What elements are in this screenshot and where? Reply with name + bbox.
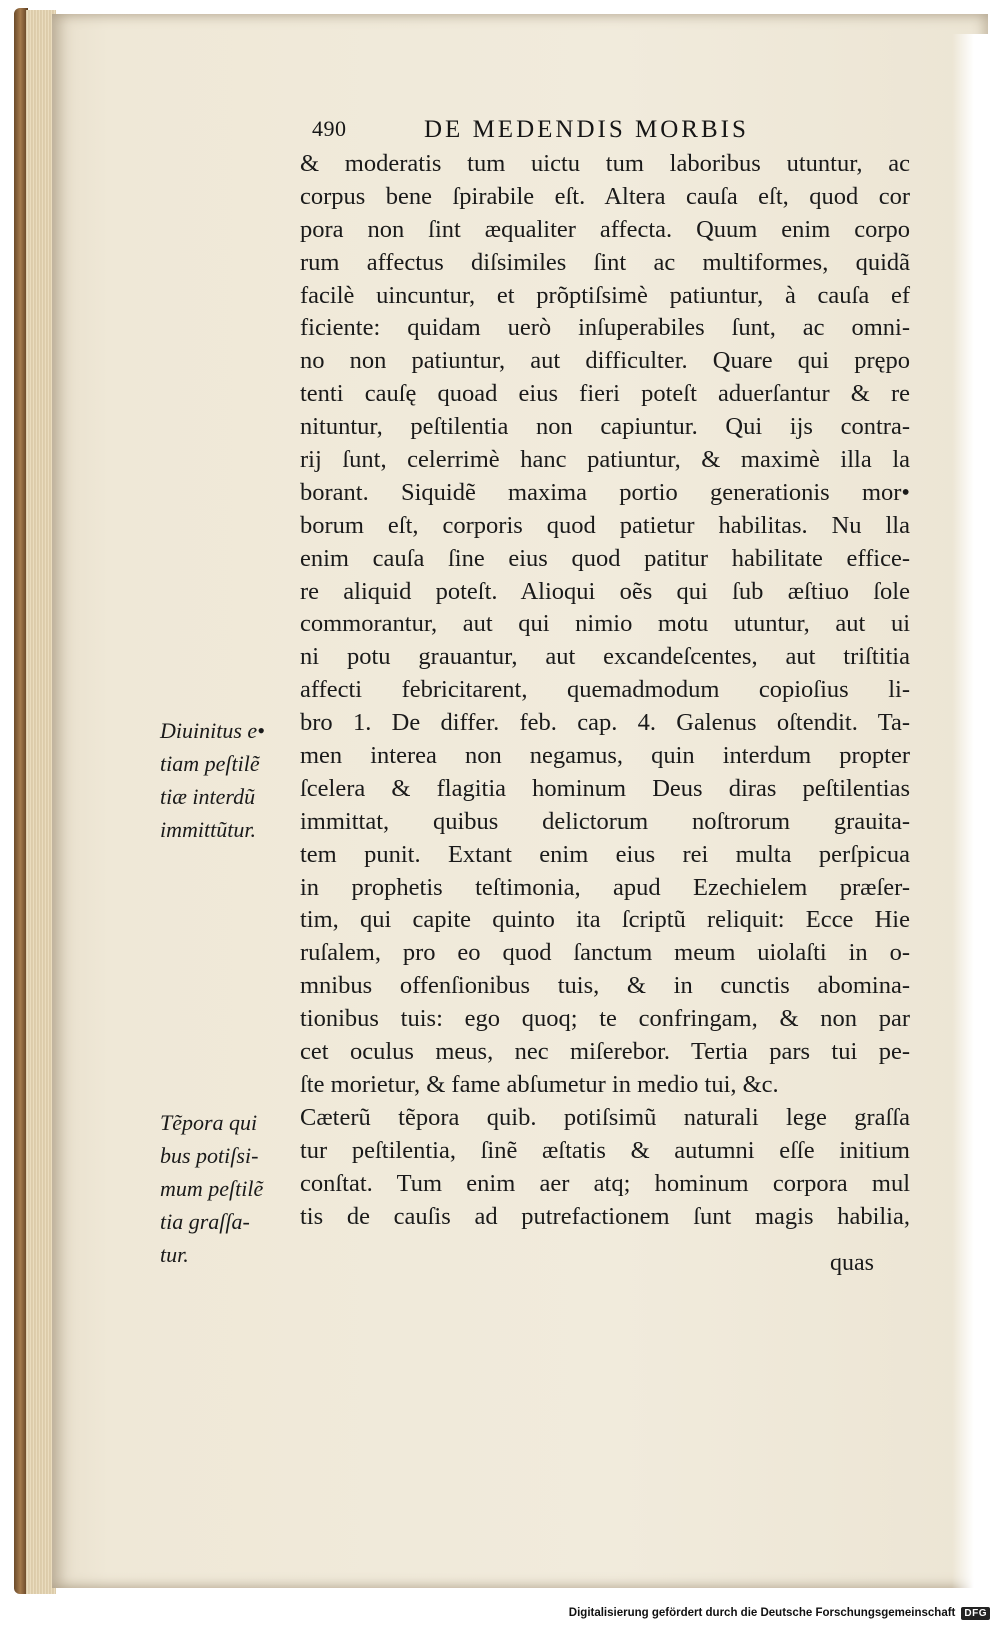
margin-note-line: tiæ interdũ xyxy=(160,783,256,809)
text-line: re aliquid poteſt. Alioqui oẽs qui ſub æſtiuo ſole xyxy=(300,577,910,605)
text-line: nituntur, peſtilentia non capiuntur. Qui ijs contra- xyxy=(300,413,910,441)
running-title: DE MEDENDIS MORBIS xyxy=(424,116,749,143)
text-line: tim, qui capite quinto ita ſcriptũ reliquit: Ecce Hie xyxy=(300,906,910,934)
text-line: pora non ſint æqualiter affecta. Quum enim corpo xyxy=(300,215,910,243)
text-line: immittat, quibus delictorum noſtrorum grauita- xyxy=(300,807,910,835)
text-line: Cæterũ tẽpora quib. potiſsimũ naturali lege graſſa xyxy=(300,1103,910,1131)
text-line: tis de cauſis ad putrefactionem ſunt magis habilia, xyxy=(300,1202,910,1230)
text-line: ruſalem, pro eo quod ſanctum meum uiolaſti in o- xyxy=(300,939,910,967)
text-line: ſcelera & flagitia hominum Deus diras peſtilentias xyxy=(300,774,910,802)
text-line: in prophetis teſtimonia, apud Ezechielem præſer- xyxy=(300,873,910,901)
text-line: commorantur, aut qui nimio motu utuntur, aut ui xyxy=(300,610,910,638)
margin-note-line: bus potiſsi- xyxy=(160,1142,259,1168)
text-line: tur peſtilentia, ſinẽ æſtatis & autumni eſſe initium xyxy=(300,1136,910,1164)
page-header xyxy=(312,116,832,150)
text-line: tenti cauſę quoad eius fieri poteſt aduerſantur & re xyxy=(300,380,910,408)
footer-credit: Digitalisierung gefördert durch die Deutsche Forschungsgemeinschaft xyxy=(568,1607,956,1619)
dfg-logo-icon: DFG xyxy=(961,1607,990,1620)
text-line: rij ſunt, celerrimè hanc patiuntur, & maximè illa la xyxy=(300,446,910,474)
page-number: 490 xyxy=(312,116,347,141)
text-line: ni potu grauantur, aut excandeſcentes, aut triſtitia xyxy=(300,643,910,671)
margin-note-line: Diuinitus e• xyxy=(160,718,265,743)
margin-note-divine-pestilence xyxy=(160,715,265,847)
text-line: tionibus tuis: ego quoq; te confringam, & non par xyxy=(300,1005,910,1033)
digitization-footer xyxy=(569,1603,990,1623)
margin-note-line: Tẽpora qui xyxy=(160,1110,258,1135)
text-line: bro 1. De differ. feb. cap. 4. Galenus oſtendit. Ta- xyxy=(300,709,910,737)
page-right-edge xyxy=(952,34,988,1604)
text-line: men interea non negamus, quin interdum propter xyxy=(300,742,910,770)
text-line: ficiente: quidam uerò inſuperabiles ſunt, ac omni- xyxy=(300,314,910,342)
text-line: facilè uincuntur, et prõptiſsimè patiuntur, à cauſa ef xyxy=(300,281,910,309)
margin-note-line: tur. xyxy=(160,1241,189,1267)
text-line: & moderatis tum uictu tum laboribus utuntur, ac xyxy=(300,150,910,177)
margin-note-seasons xyxy=(160,1107,263,1271)
margin-note-line: tiam peſtilẽ xyxy=(160,750,260,776)
body-text xyxy=(300,148,910,1233)
text-line: conſtat. Tum enim aer atq; hominum corpora mul xyxy=(300,1169,910,1197)
text-line: ſte morietur, & fame abſumetur in medio tui, &c. xyxy=(300,1070,779,1098)
margin-note-line: immittũtur. xyxy=(160,816,256,842)
margin-note-line: mum peſtilẽ xyxy=(160,1175,264,1201)
text-line: borant. Siquidẽ maxima portio generationis mor• xyxy=(300,478,910,506)
margin-note-line: tia graſſa- xyxy=(160,1208,250,1234)
text-line: tem punit. Extant enim eius rei multa perſpicua xyxy=(300,840,910,868)
text-line: borum eſt, corporis quod patietur habilitas. Nu lla xyxy=(300,511,910,539)
text-line: mnibus offenſionibus tuis, & in cunctis abomina- xyxy=(300,972,910,1000)
catchword: quas xyxy=(830,1250,874,1276)
text-line: corpus bene ſpirabile eſt. Altera cauſa eſt, quod cor xyxy=(300,182,910,210)
text-line: rum affectus diſsimiles ſint ac multiformes, quidã xyxy=(300,248,910,276)
text-line: affecti febricitarent, quemadmodum copioſius li- xyxy=(300,676,910,704)
text-line: enim cauſa ſine eius quod patitur habilitate effice- xyxy=(300,544,910,572)
text-line: cet oculus meus, nec miſerebor. Tertia pars tui pe- xyxy=(300,1038,910,1066)
text-line: no non patiuntur, aut difficulter. Quare qui prępo xyxy=(300,347,910,375)
